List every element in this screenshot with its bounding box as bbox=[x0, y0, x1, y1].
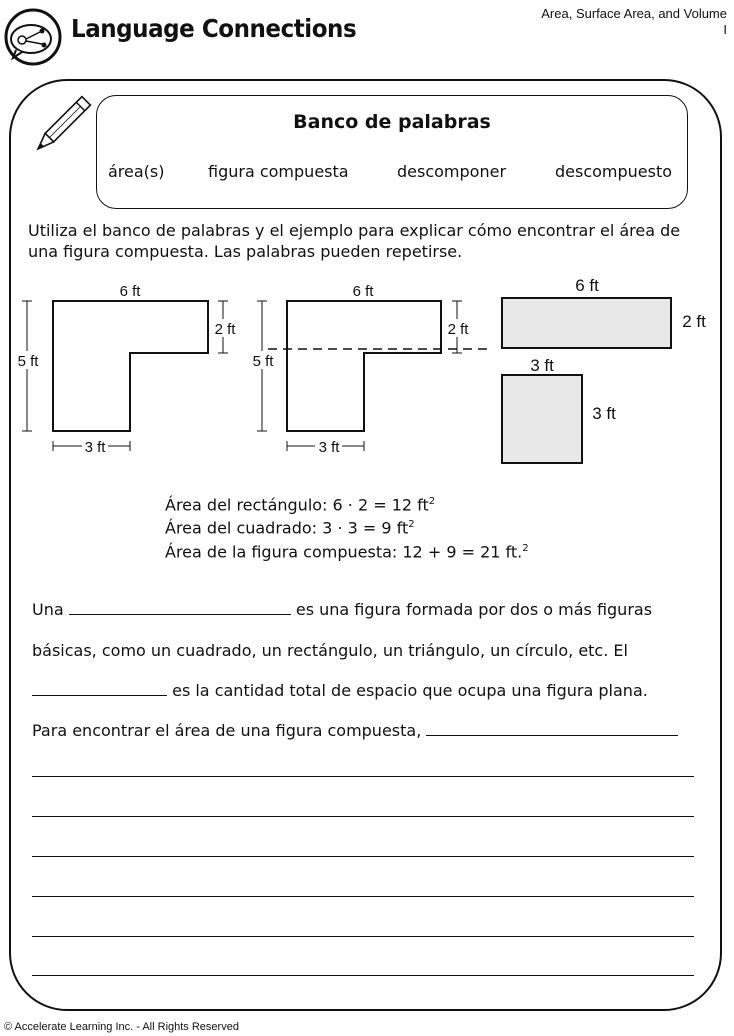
unit-header bbox=[541, 6, 727, 38]
writing-line[interactable] bbox=[32, 856, 694, 857]
word-bank-word: área(s) bbox=[108, 162, 165, 181]
answer-blank[interactable] bbox=[69, 600, 291, 615]
dimension-label: 5 ft bbox=[17, 353, 39, 370]
paragraph-line-1: Una es una figura formada por dos o más figuras bbox=[32, 600, 653, 619]
composite-figure-diagrams bbox=[0, 270, 734, 480]
writing-line[interactable] bbox=[32, 896, 694, 897]
decomposed-square bbox=[502, 375, 582, 463]
writing-line[interactable] bbox=[32, 776, 694, 777]
word-bank-word: descompuesto bbox=[555, 162, 673, 181]
pencil-icon bbox=[28, 94, 92, 160]
dimension-label: 6 ft bbox=[119, 283, 141, 300]
writing-line[interactable] bbox=[32, 816, 694, 817]
dimension-label: 3 ft bbox=[530, 356, 554, 375]
paragraph-line-2: básicas, como un cuadrado, un rectángulo, un triángulo, un círculo, etc. El bbox=[32, 641, 628, 660]
answer-blank[interactable] bbox=[32, 681, 167, 696]
word-bank-word: figura compuesta bbox=[208, 162, 349, 181]
dimension-label: 3 ft bbox=[318, 439, 340, 456]
example-square-area: Área del cuadrado: 3 · 3 = 9 $ft^2$ bbox=[165, 518, 415, 538]
l-shape-decomposed-figure bbox=[287, 301, 441, 431]
unit-title: Area, Surface Area, and Volume bbox=[541, 6, 727, 21]
dimension-label: 6 ft bbox=[352, 283, 374, 300]
example-composite-area: Área de la figura compuesta: 12 + 9 = 21 ft.$^2$ bbox=[165, 541, 529, 561]
paragraph-line-3: es la cantidad total de espacio que ocupa una figura plana. bbox=[32, 681, 648, 700]
page-mark: I bbox=[723, 22, 727, 37]
instructions: Utiliza el banco de palabras y el ejemplo para explicar cómo encontrar el área de una figura compuesta. Las palabras pueden repetirse. bbox=[28, 221, 681, 261]
dimension-label: 2 ft bbox=[447, 321, 469, 338]
dimension-label: 2 ft bbox=[682, 312, 706, 331]
word-bank bbox=[96, 95, 688, 209]
word-bank-title: Banco de palabras bbox=[293, 111, 491, 133]
answer-blank[interactable] bbox=[426, 721, 678, 736]
dimension-label: 2 ft bbox=[214, 321, 236, 338]
page-title: Language Connections bbox=[71, 14, 357, 43]
word-bank-word: descomponer bbox=[397, 162, 507, 181]
dimension-label: 6 ft bbox=[575, 276, 599, 295]
writing-line[interactable] bbox=[32, 975, 694, 976]
language-connections-logo-icon bbox=[4, 8, 62, 66]
writing-line[interactable] bbox=[32, 936, 694, 937]
copyright-footer: © Accelerate Learning Inc. - All Rights Reserved bbox=[4, 1021, 239, 1033]
paragraph-line-4: Para encontrar el área de una figura compuesta, bbox=[32, 721, 678, 740]
worked-example bbox=[165, 492, 529, 562]
example-rectangle-area: Área del rectángulo: 6 · 2 = 12 $ft^2$ bbox=[165, 495, 436, 515]
dimension-label: 3 ft bbox=[84, 439, 106, 456]
decomposed-rectangle bbox=[502, 298, 671, 348]
dimension-label: 5 ft bbox=[252, 353, 274, 370]
l-shape-figure bbox=[53, 301, 208, 431]
dimension-label: 3 ft bbox=[592, 404, 616, 423]
